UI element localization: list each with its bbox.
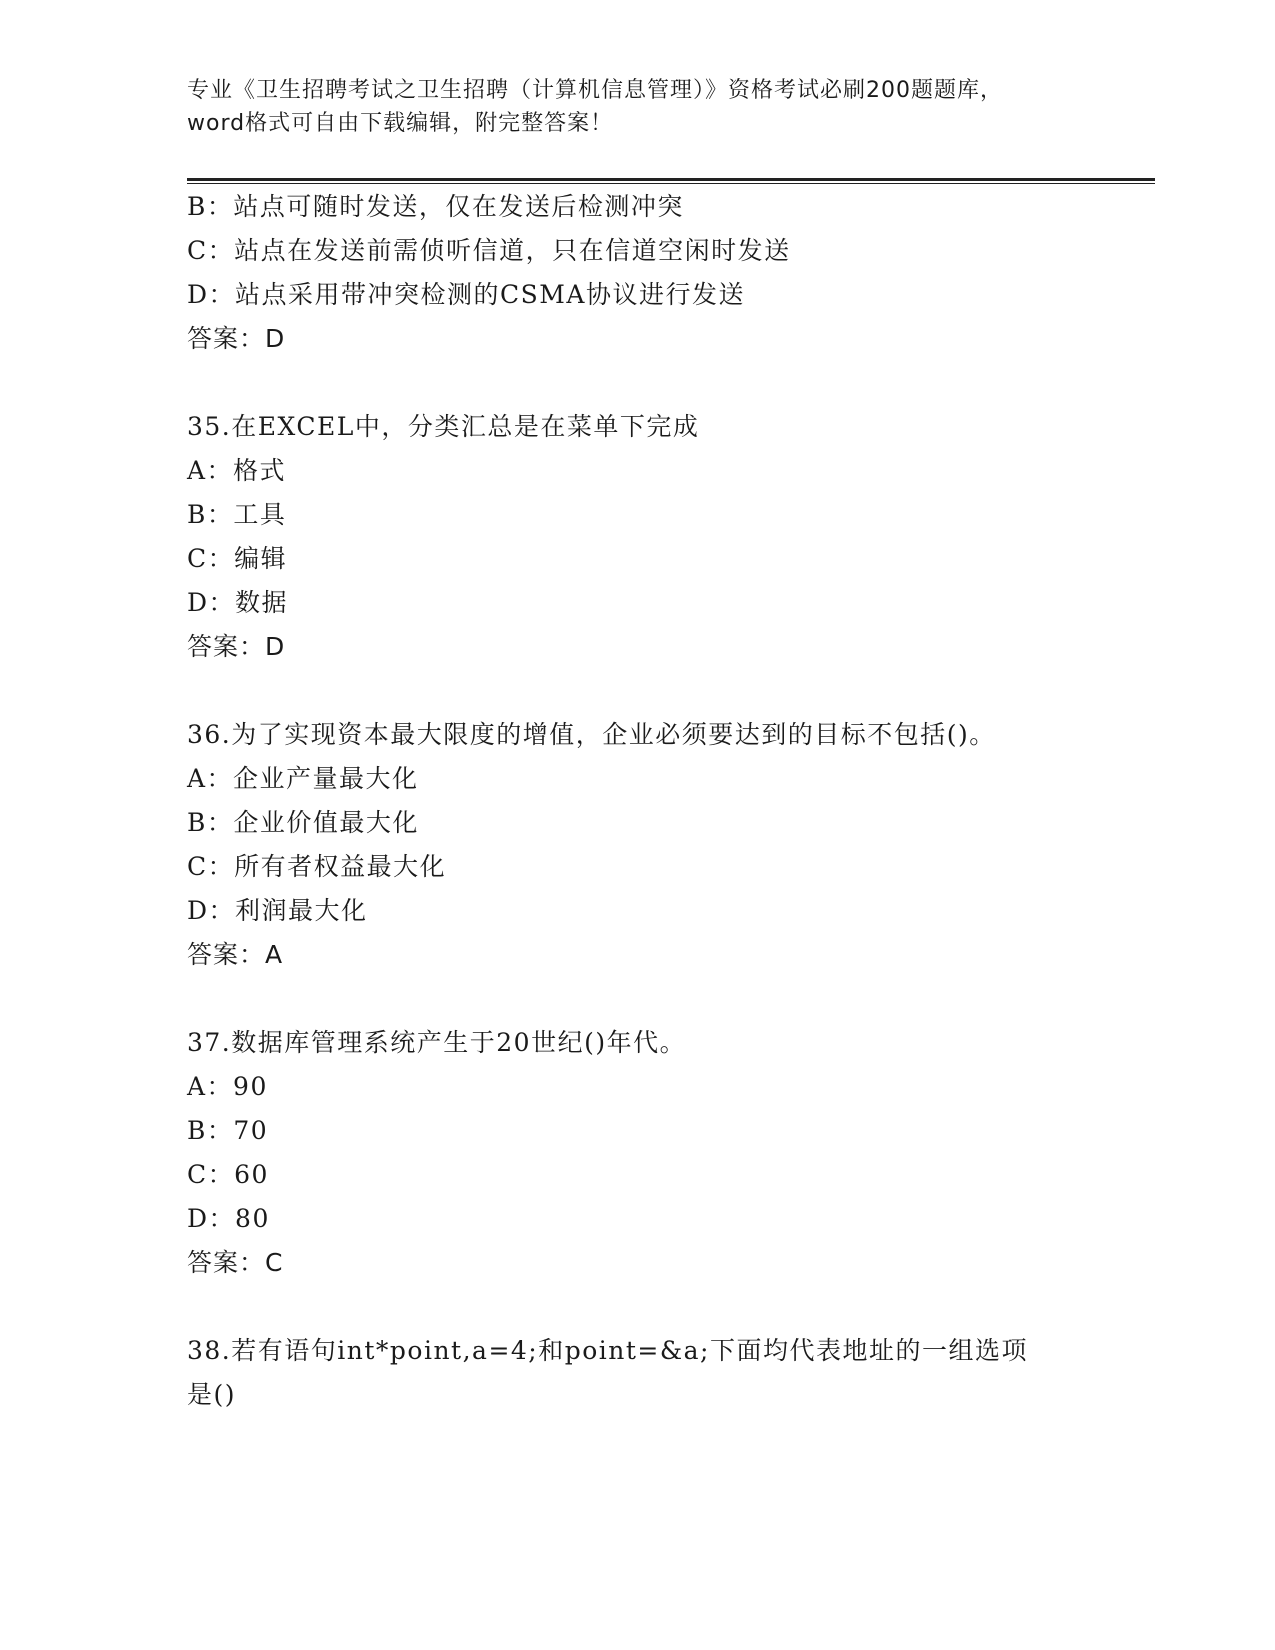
header-title-line-1: 专业《卫生招聘考试之卫生招聘（计算机信息管理）》资格考试必刷200题题库，: [187, 78, 1003, 103]
document-header: [187, 74, 1087, 140]
q35-option-d: D：数据: [187, 588, 289, 617]
q35-answer: 答案：D: [187, 632, 286, 661]
q36-option-a: A：企业产量最大化: [187, 764, 419, 793]
q36-option-d: D：利润最大化: [187, 896, 368, 925]
q37-option-a: A：90: [187, 1072, 268, 1101]
q38-stem-line-2: 是(): [187, 1380, 237, 1409]
q35-stem: 35.在EXCEL中，分类汇总是在菜单下完成: [187, 412, 700, 441]
q37-option-c: C：60: [187, 1160, 269, 1189]
q34-option-d: D：站点采用带冲突检测的CSMA协议进行发送: [187, 280, 745, 309]
q34-answer: 答案：D: [187, 324, 286, 353]
header-divider-thin: [187, 183, 1155, 184]
q35-option-c: C：编辑: [187, 544, 288, 573]
header-title-line-2: word格式可自由下载编辑，附完整答案！: [187, 111, 614, 136]
q36-option-b: B：企业价值最大化: [187, 808, 419, 837]
q36-option-c: C：所有者权益最大化: [187, 852, 447, 881]
q38-stem-line-1: 38.若有语句int*point,a=4;和point=&a;下面均代表地址的一组选项: [187, 1336, 1028, 1365]
q34-option-c: C：站点在发送前需侦听信道，只在信道空闲时发送: [187, 236, 791, 265]
q35-option-b: B：工具: [187, 500, 287, 529]
q34-option-b: B：站点可随时发送，仅在发送后检测冲突: [187, 192, 684, 221]
header-divider-thick: [187, 178, 1155, 181]
q35-option-a: A：格式: [187, 456, 287, 485]
q37-option-b: B：70: [187, 1116, 269, 1145]
q37-option-d: D：80: [187, 1204, 270, 1233]
q37-stem: 37.数据库管理系统产生于20世纪()年代。: [187, 1028, 687, 1057]
q36-stem: 36.为了实现资本最大限度的增值，企业必须要达到的目标不包括()。: [187, 720, 996, 749]
q36-answer: 答案：A: [187, 940, 284, 969]
q37-answer: 答案：C: [187, 1248, 284, 1277]
